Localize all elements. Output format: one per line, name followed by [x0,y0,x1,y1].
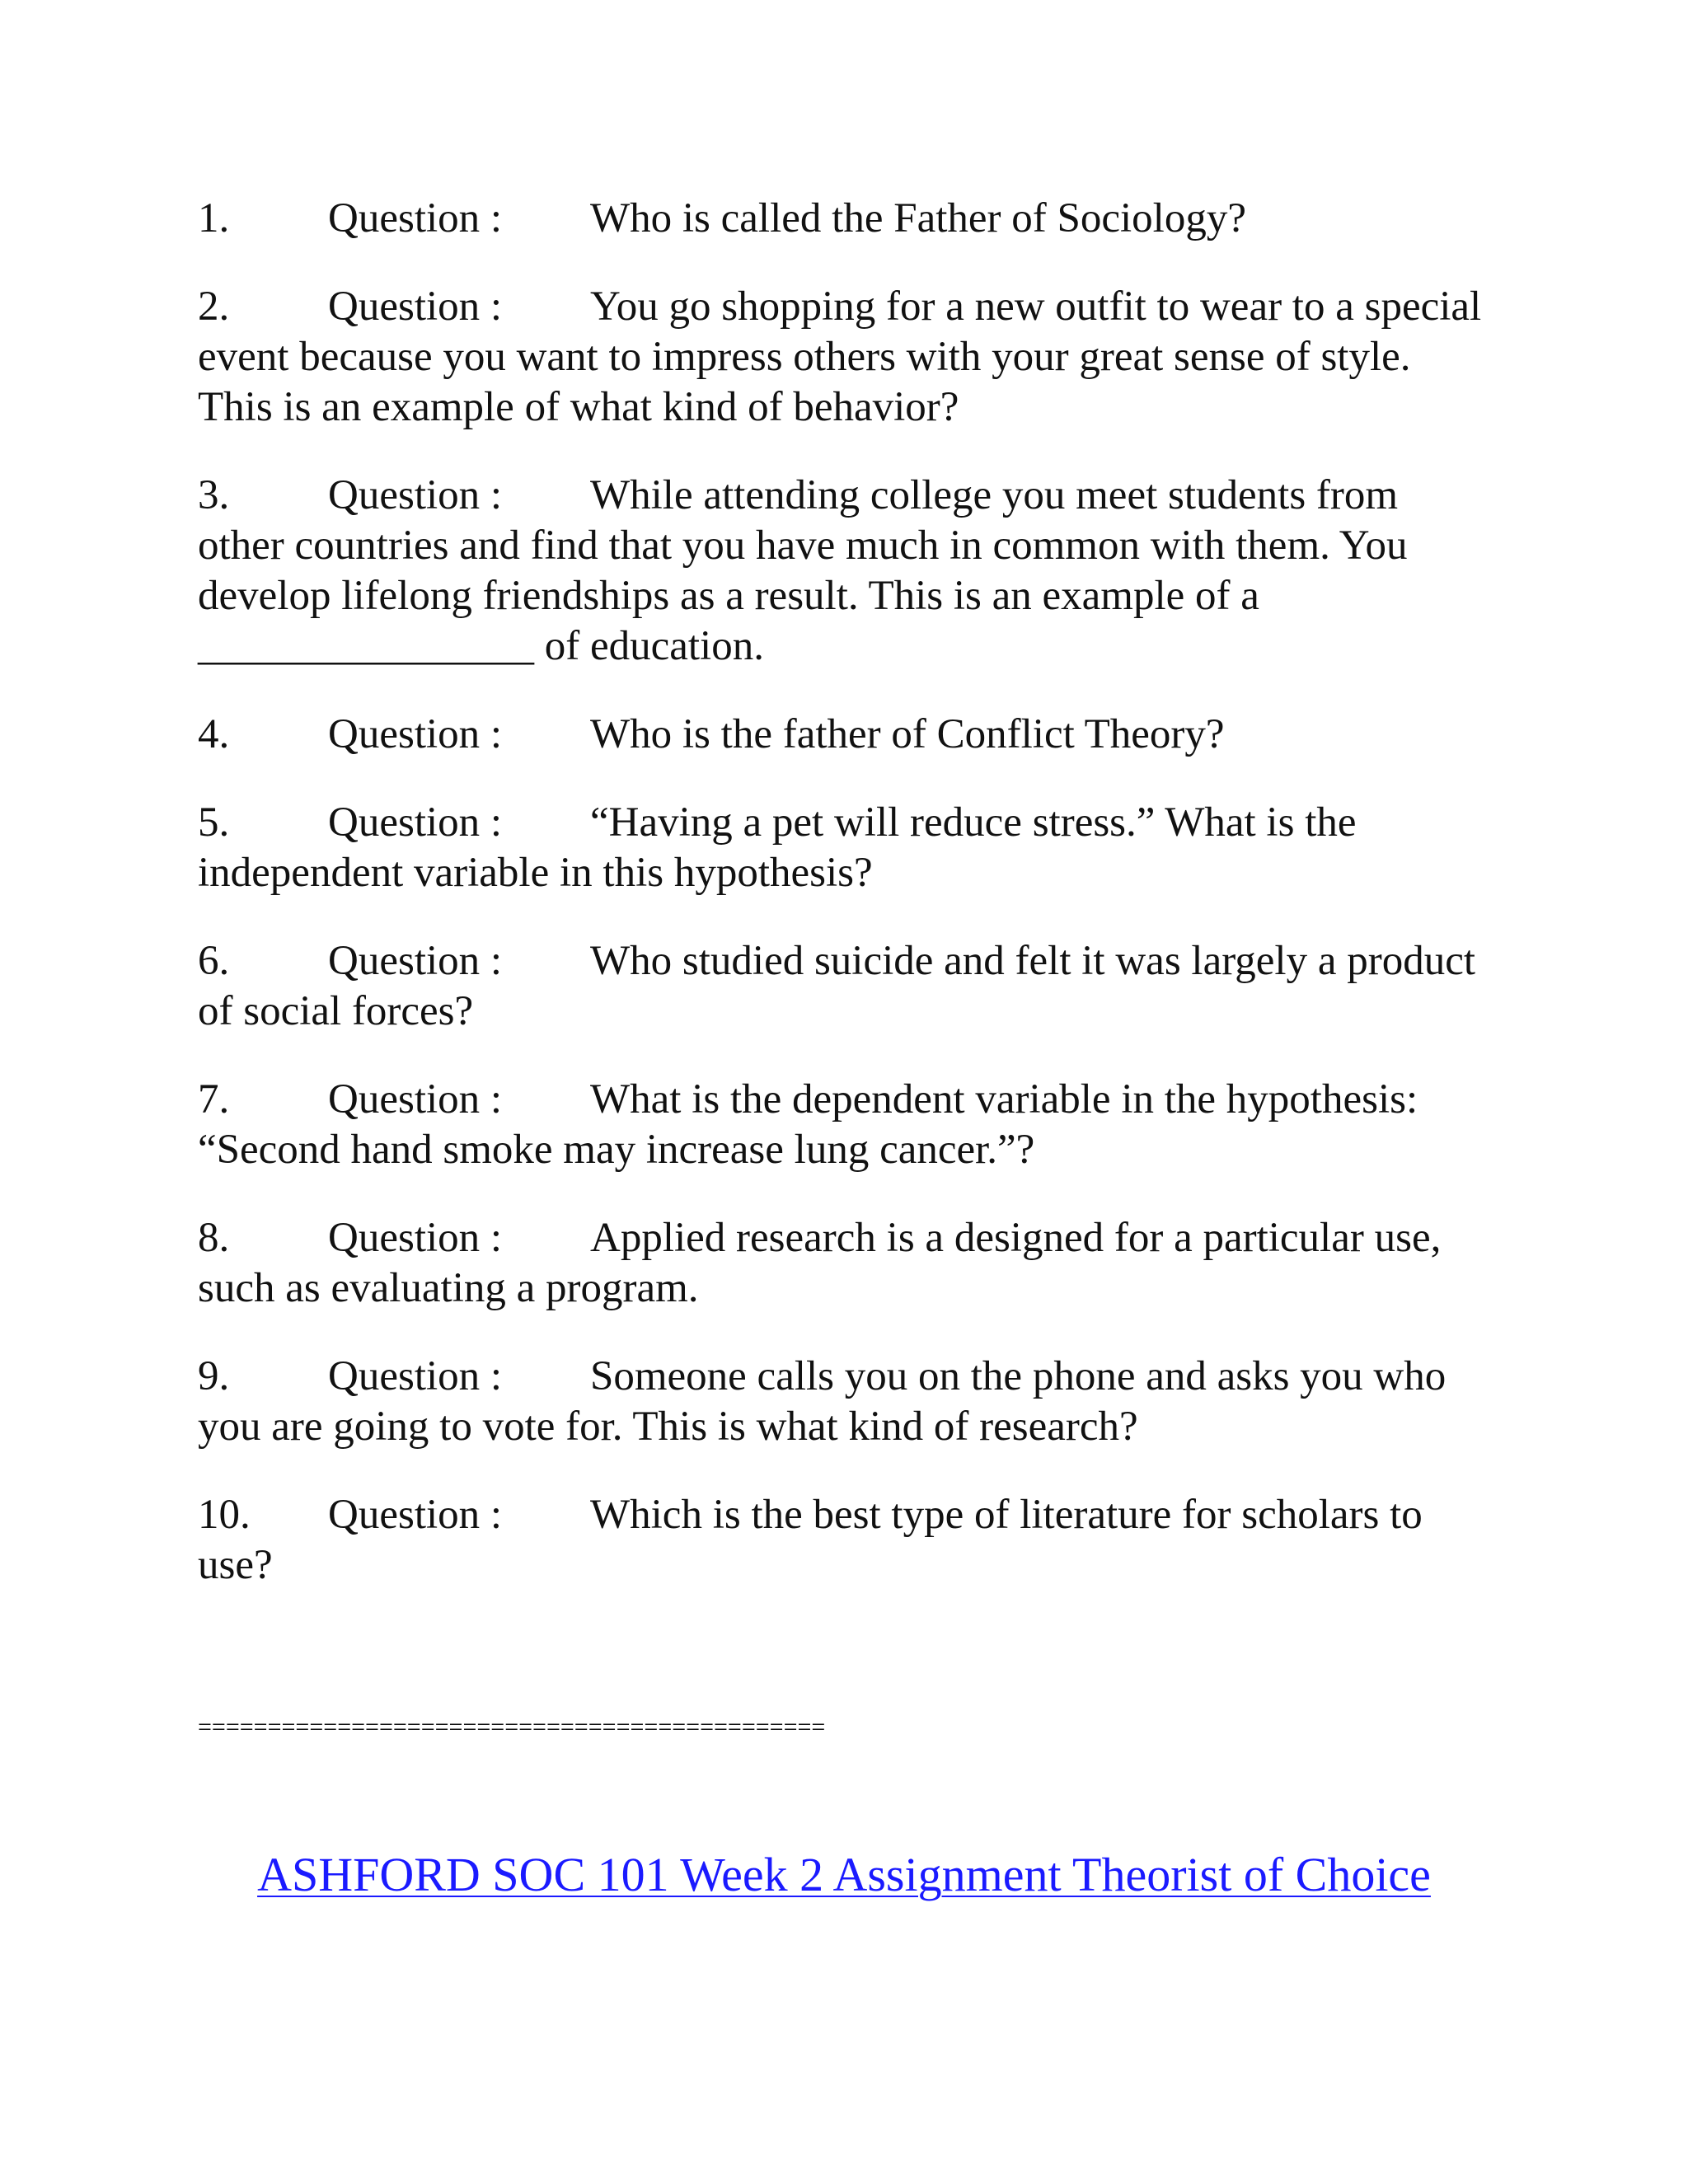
question-label: Question : [328,1492,503,1538]
question-label: Question : [328,711,503,757]
question-number: 6. [198,938,230,984]
question-number: 9. [198,1353,230,1399]
question-number: 2. [198,284,230,330]
question-text: Someone calls you on the phone and asks you who you are going to vote for. This is what kind of research? [198,1353,1447,1450]
question-7 [198,1075,1492,1175]
question-2 [198,282,1492,433]
question-text: Who is the father of Conflict Theory? [590,711,1225,757]
question-number: 8. [198,1215,230,1261]
question-label: Question : [328,472,503,518]
question-label: Question : [328,1215,503,1261]
question-label: Question : [328,938,503,984]
question-label: Question : [328,1353,503,1399]
question-label: Question : [328,799,503,846]
question-label: Question : [328,1076,503,1122]
question-list [198,194,1492,1629]
question-number: 3. [198,472,230,518]
separator-line: ============================================= [198,1713,826,1741]
question-number: 7. [198,1076,230,1122]
question-number: 1. [198,195,230,241]
question-number: 10. [198,1492,251,1538]
assignment-link[interactable]: ASHFORD SOC 101 Week 2 Assignment Theorist of Choice [257,1848,1431,1901]
question-5 [198,798,1492,898]
question-text: Which is the best type of literature for scholars to use? [198,1492,1423,1588]
question-8 [198,1213,1492,1314]
question-10 [198,1490,1492,1591]
question-3 [198,471,1492,672]
question-text: You go shopping for a new outfit to wear to a special event because you want to impress others with your great sense of style. This is an example of what kind of behavior? [198,284,1482,430]
question-1 [198,194,1492,244]
question-label: Question : [328,195,503,241]
question-4 [198,710,1492,760]
question-text: While attending college you meet students from other countries and find that you have much in common with them. You develop lifelong friendships as a result. This is an example of a ________________ of education. [198,472,1408,669]
question-text: “Having a pet will reduce stress.” What is the independent variable in this hypothesis? [198,799,1357,896]
question-text: Applied research is a designed for a particular use, such as evaluating a program. [198,1215,1442,1311]
question-9 [198,1352,1492,1452]
question-label: Question : [328,284,503,330]
question-text: Who studied suicide and felt it was largely a product of social forces? [198,938,1476,1034]
question-text: Who is called the Father of Sociology? [590,195,1246,241]
question-number: 4. [198,711,230,757]
question-6 [198,936,1492,1037]
question-number: 5. [198,799,230,846]
question-text: What is the dependent variable in the hypothesis: “Second hand smoke may increase lung cancer.”? [198,1076,1418,1173]
